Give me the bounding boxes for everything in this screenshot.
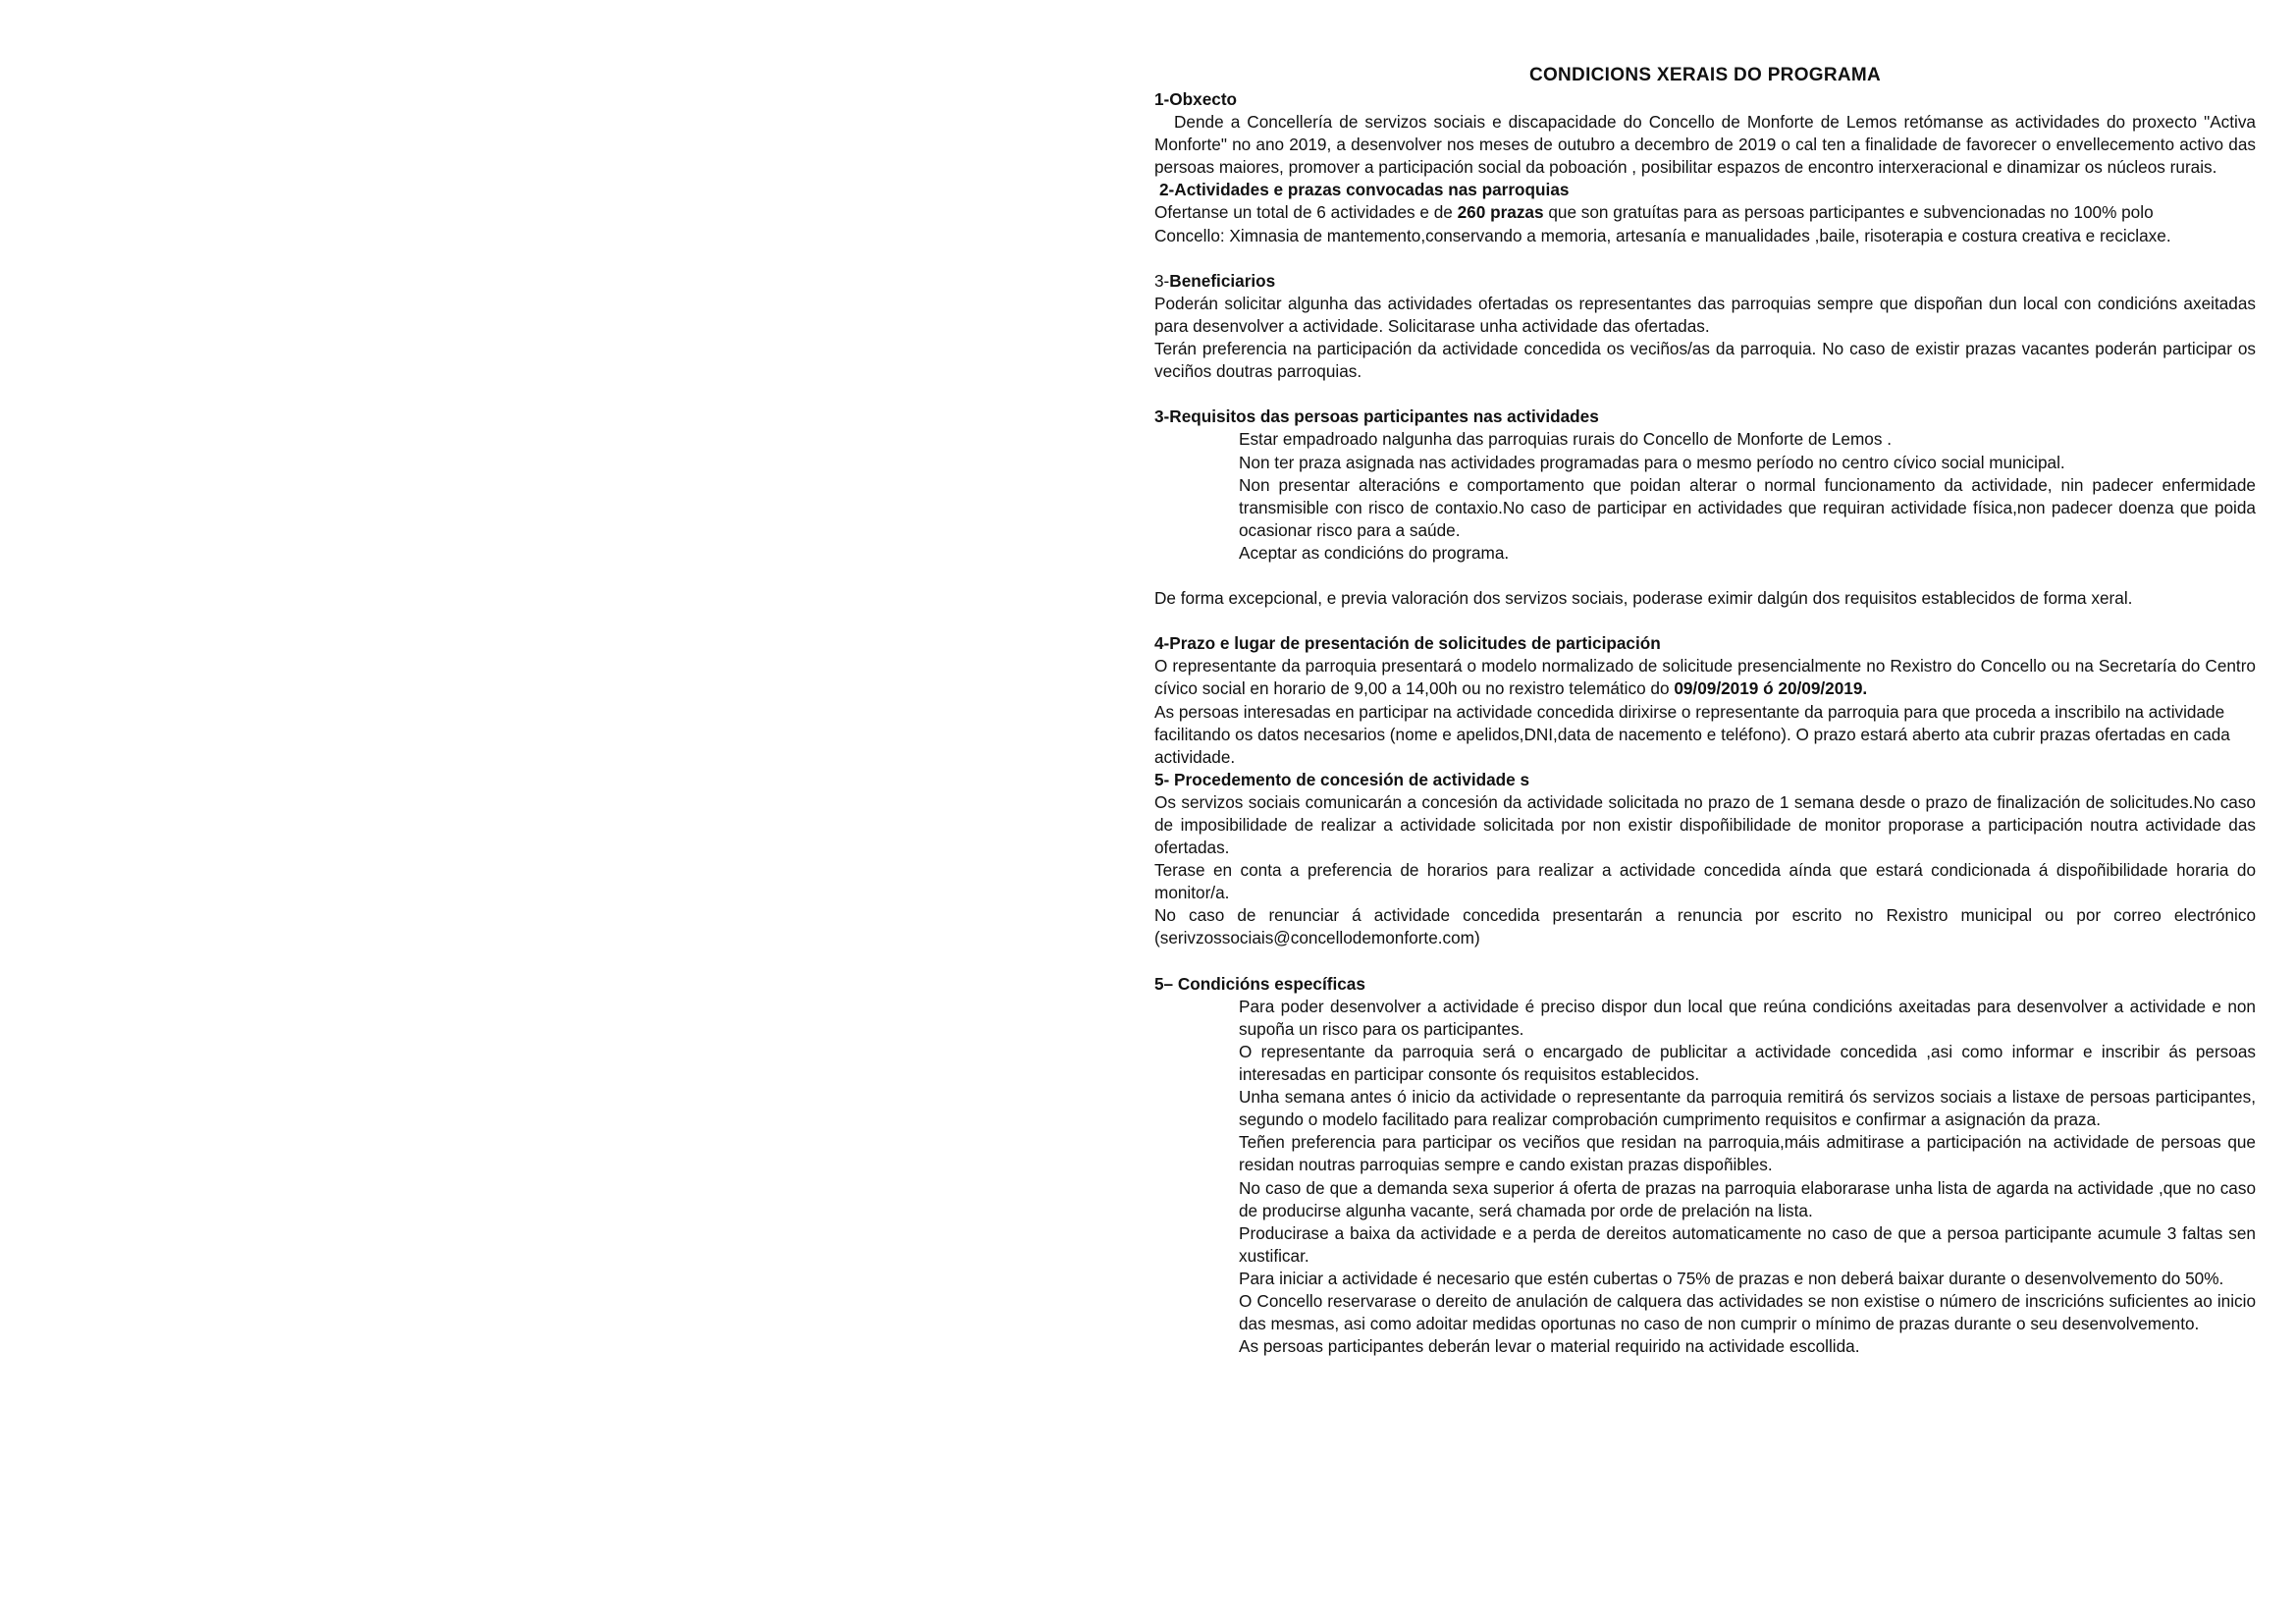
- section-text-obxecto: Dende a Concellería de servizos sociais e discapacidade do Concello de Monforte de Lemos retómanse as actividades do proxecto "Activa Monforte" no ano 2019, a desenvolver nos meses de outubro a decembro de 2019 o cal ten a finalidade de favorecer o envellecemento activo das persoas maiores, promover a participación social da poboación , posibilitar espazos de encontro interxeracional e dinamizar os núcleos rurais.: [1154, 112, 2256, 178]
- places-count: 260 prazas: [1457, 202, 1544, 223]
- email-link[interactable]: (serivzossociais@concellodemonforte.com): [1154, 928, 1480, 948]
- requirement-item: Non presentar alteracións e comportamento que poidan alterar o normal funcionamento da actividade, nin padecer enfermidade transmisible con risco de contaxio.No caso de participar en actividades que requiran actividade física,non padecer doenza que poida ocasionar risco para a saúde.: [1239, 474, 2256, 540]
- prazo-text: O representante da parroquia presentará o modelo normalizado de solicitude presencialmente no Rexistro do Concello ou na Secretaría do Centro cívico social en horario de 9,00 a 14,00h ou no rexistro telemático do: [1154, 656, 2256, 699]
- specific-condition-item: Producirase a baixa da actividade e a perda de dereitos automaticamente no caso de que a persoa participante acumule 3 faltas sen xustificar.: [1239, 1222, 2256, 1266]
- activities-list-text: Concello: Ximnasia de mantemento,conservando a memoria, artesanía e manualidades ,baile, risoterapia e costura creativa e reciclaxe.: [1154, 225, 2171, 245]
- section-heading-procedemento: 5- Procedemento de concesión de actividade s: [1154, 769, 1530, 789]
- section-heading-beneficiarios: [1154, 270, 2256, 293]
- requirement-item: Estar empadroado nalgunha das parroquias rurais do Concello de Monforte de Lemos .: [1239, 429, 1892, 450]
- prazo-dates: 09/09/2019 ó 20/09/2019.: [1674, 678, 1868, 699]
- section-heading-requisitos: 3-Requisitos das persoas participantes nas actividades: [1154, 406, 1599, 427]
- section-heading-obxecto: 1-Obxecto: [1154, 89, 1238, 109]
- document-page: [1154, 63, 2256, 1358]
- procedemento-email-line: [1154, 927, 2256, 949]
- prazo-paragraph-2: As persoas interesadas en participar na actividade concedida dirixirse o representante da parroquia para que proceda a inscribilo na actividade facilitando os datos necesarios (nome e apelidos,DNI,data de nacemento e teléfono). O prazo estará aberto ata cubrir prazas ofertadas en cada actividade.: [1154, 701, 2230, 767]
- procedemento-paragraph-2: Terase en conta a preferencia de horarios para realizar a actividade concedida aínda que estará condicionada á dispoñibilidade horaria do monitor/a.: [1154, 860, 2256, 903]
- specific-condition-item: Para poder desenvolver a actividade é preciso dispor dun local que reúna condicións axeitadas para desenvolver a actividade e non supoña un risco para os participantes.: [1239, 996, 2256, 1039]
- requirements-exception-note: De forma excepcional, e previa valoración dos servizos sociais, poderase eximir dalgún dos requisitos establecidos de forma xeral.: [1154, 588, 2133, 609]
- specific-condition-item: O Concello reservarase o dereito de anulación de calquera das actividades se non existise o número de inscricións suficientes ao inicio das mesmas, asi como adoitar medidas oportunas no caso de non cumprir o mínimo de prazas durante o seu desenvolvemento.: [1239, 1290, 2256, 1334]
- activities-text-after: que son gratuítas para as persoas participantes e subvencionadas no 100% polo: [1543, 202, 2154, 223]
- specific-condition-item: Para iniciar a actividade é necesario que estén cubertas o 75% de prazas e non deberá baixar durante o desenvolvemento do 50%.: [1239, 1268, 2224, 1288]
- specific-condition-item: No caso de que a demanda sexa superior á oferta de prazas na parroquia elaborarase unha lista de agarda na actividade ,que no caso de producirse algunha vacante, será chamada por orde de prelación na lista.: [1239, 1177, 2256, 1220]
- beneficiarios-paragraph-1: Poderán solicitar algunha das actividades ofertadas os representantes das parroquias sempre que dispoñan dun local con condicións axeitadas para desenvolver a actividade. Solicitarase unha actividade das ofertadas.: [1154, 293, 2256, 336]
- section-heading-condicions-especificas: 5– Condicións específicas: [1154, 973, 1365, 994]
- beneficiarios-paragraph-2: Terán preferencia na participación da actividade concedida os veciños/as da parroquia. No caso de existir prazas vacantes poderán participar os veciños doutras parroquias.: [1154, 339, 2256, 382]
- requirement-item: Aceptar as condicións do programa.: [1239, 542, 1510, 563]
- specific-condition-item: Teñen preferencia para participar os veciños que residan na parroquia,máis admitirase a participación na actividade de persoas que residan noutras parroquias sempre e cando existan prazas dispoñibles.: [1239, 1132, 2256, 1175]
- prazo-paragraph-1: [1154, 655, 2256, 700]
- heading-label: Beneficiarios: [1169, 270, 1276, 291]
- section-text-actividades: [1154, 201, 2256, 224]
- specific-condition-item: Unha semana antes ó inicio da actividade o representante da parroquia remitirá ós servizos sociais a listaxe de persoas participantes, segundo o modelo facilitado para realizar comprobación cumprimento requisitos e confirmar a asignación da praza.: [1239, 1087, 2256, 1130]
- specific-condition-item: As persoas participantes deberán levar o material requirido na actividade escollida.: [1239, 1336, 1860, 1357]
- section-heading-prazo: 4-Prazo e lugar de presentación de solicitudes de participación: [1154, 633, 1661, 654]
- procedemento-paragraph-3: No caso de renunciar á actividade concedida presentarán a renuncia por escrito no Rexistro municipal ou por correo electrónico: [1154, 905, 2256, 926]
- section-heading-actividades: 2-Actividades e prazas convocadas nas parroquias: [1159, 180, 1570, 200]
- activities-text-before: Ofertanse un total de 6 actividades e de: [1154, 202, 1458, 223]
- requirement-item: Non ter praza asignada nas actividades programadas para o mesmo período no centro cívico social municipal.: [1239, 452, 2065, 472]
- specific-condition-item: O representante da parroquia será o encargado de publicitar a actividade concedida ,asi como informar e inscribir ás persoas interesadas en participar consonte ós requisitos establecidos.: [1239, 1041, 2256, 1085]
- procedemento-paragraph-1: Os servizos sociais comunicarán a concesión da actividade solicitada no prazo de 1 semana desde o prazo de finalización de solicitudes.No caso de imposibilidade de realizar a actividade solicitada por non existir dispoñibilidade de monitor proporase a participación noutra actividade das ofertadas.: [1154, 791, 2256, 858]
- page-title: CONDICIONS XERAIS DO PROGRAMA: [1528, 65, 1882, 85]
- heading-number: 3-: [1154, 270, 1170, 291]
